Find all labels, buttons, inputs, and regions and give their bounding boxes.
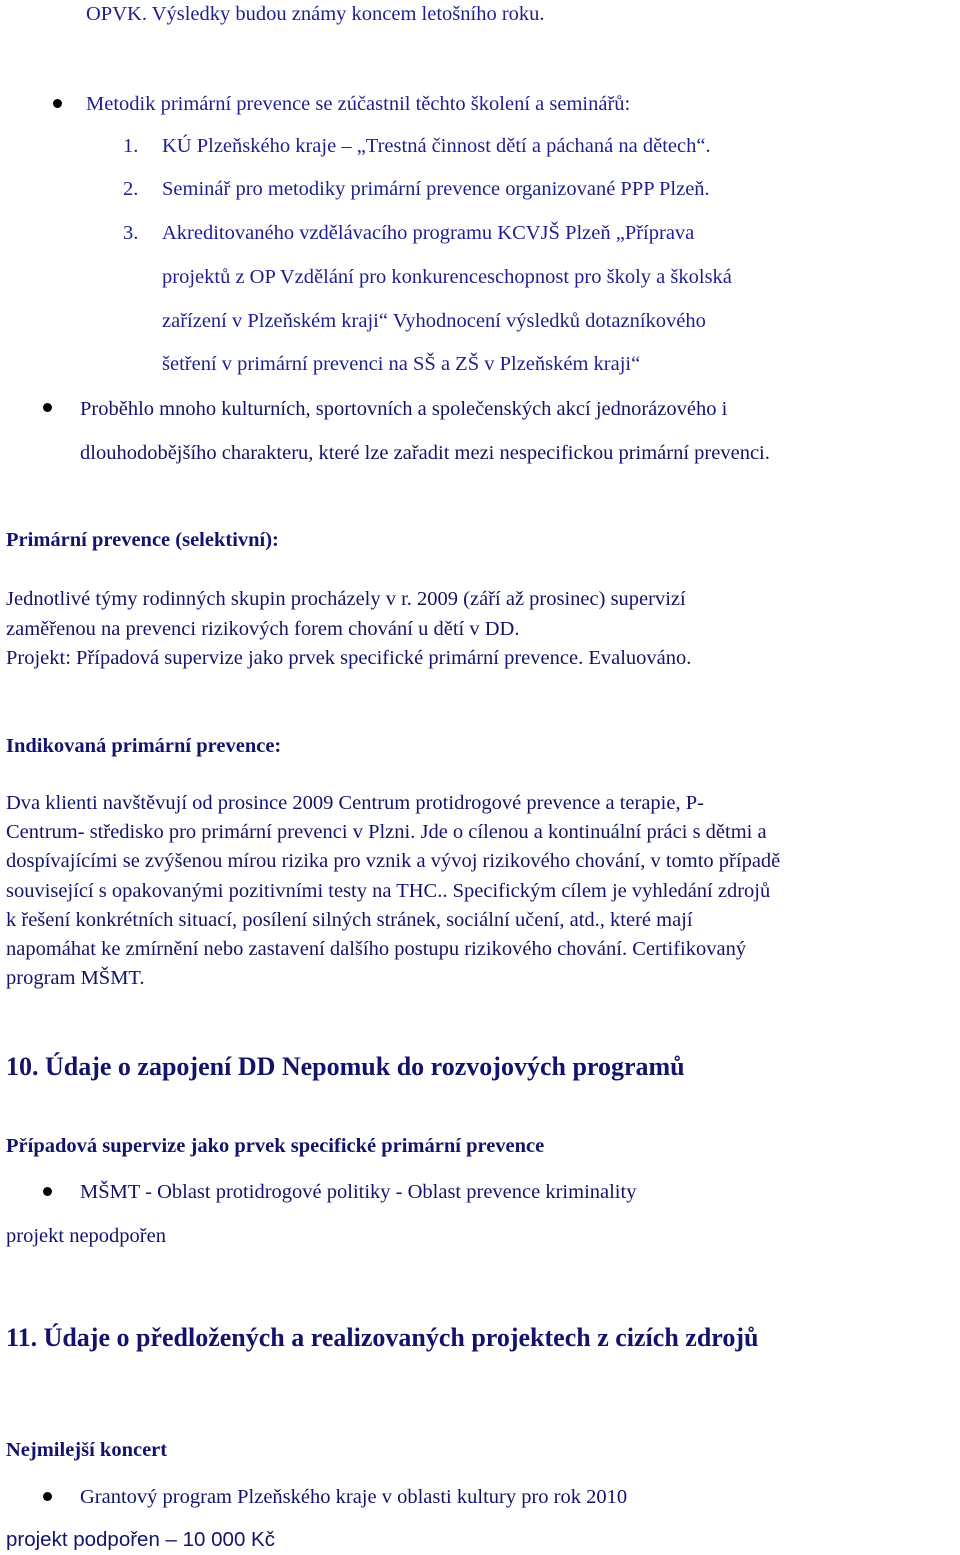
list-item: KÚ Plzeňského kraje – „Trestná činnost dětí a páchaná na dětech“.	[162, 135, 711, 157]
paragraph-line: dospívajícími se zvýšenou mírou rizika pro vznik a vývoj rizikového chování, v tomto případě	[6, 850, 781, 872]
project-status: projekt nepodpořen	[6, 1225, 166, 1247]
paragraph-line: Centrum- středisko pro primární prevenci v Plzni. Jde o cílenou a kontinuální práci s dětmi a	[6, 821, 767, 843]
paragraph-line: Dva klienti navštěvují od prosince 2009 Centrum protidrogové prevence a terapie, P-	[6, 792, 704, 814]
bullet-icon	[43, 1187, 52, 1196]
project-title: Případová supervize jako prvek specifické primární prevence	[6, 1135, 545, 1157]
paragraph-line: napomáhat ke zmírnění nebo zastavení dalšího postupu rizikového chování. Certifikovaný	[6, 938, 747, 960]
paragraph-line: zaměřenou na prevenci rizikových forem chování u dětí v DD.	[6, 618, 520, 640]
list-item-continuation: šetření v primární prevenci na SŠ a ZŠ v Plzeňském kraji“	[162, 353, 641, 375]
paragraph-line: Projekt: Případová supervize jako prvek specifické primární prevence. Evaluováno.	[6, 647, 692, 669]
paragraph-line: Jednotlivé týmy rodinných skupin procházely v r. 2009 (září až prosinec) supervizí	[6, 588, 686, 610]
list-item: Seminář pro metodiky primární prevence organizované PPP Plzeň.	[162, 178, 710, 200]
paragraph-line: k řešení konkrétních situací, posílení silných stránek, sociální učení, atd., které mají	[6, 909, 693, 931]
list-item: Akreditovaného vzdělávacího programu KCVJŠ Plzeň „Příprava	[162, 222, 695, 244]
list-number: 3.	[123, 222, 139, 244]
list-item-continuation: projektů z OP Vzdělání pro konkurenceschopnost pro školy a školská	[162, 266, 732, 288]
bullet-icon	[43, 403, 52, 412]
bullet-icon	[53, 99, 62, 108]
chapter-heading-10: 10. Údaje o zapojení DD Nepomuk do rozvojových programů	[6, 1052, 685, 1081]
bullet-text: Metodik primární prevence se zúčastnil těchto školení a seminářů:	[86, 93, 631, 115]
bullet-text: Grantový program Plzeňského kraje v oblasti kultury pro rok 2010	[80, 1486, 628, 1508]
bullet-text: MŠMT - Oblast protidrogové politiky - Oblast prevence kriminality	[80, 1181, 637, 1203]
section-heading: Primární prevence (selektivní):	[6, 529, 279, 551]
project-title: Nejmilejší koncert	[6, 1439, 168, 1461]
list-item-continuation: zařízení v Plzeňském kraji“ Vyhodnocení výsledků dotazníkového	[162, 310, 706, 332]
bullet-text: Proběhlo mnoho kulturních, sportovních a společenských akcí jednorázového i	[80, 398, 728, 420]
paragraph-line: program MŠMT.	[6, 967, 145, 989]
paragraph-line: OPVK. Výsledky budou známy koncem letošního roku.	[86, 3, 545, 25]
bullet-text: dlouhodobějšího charakteru, které lze zařadit mezi nespecifickou primární prevenci.	[80, 442, 770, 464]
project-status: projekt podpořen – 10 000 Kč	[6, 1528, 275, 1551]
bullet-icon	[43, 1492, 52, 1501]
list-number: 1.	[123, 135, 139, 157]
section-heading: Indikovaná primární prevence:	[6, 735, 282, 757]
paragraph-line: související s opakovanými pozitivními testy na THC.. Specifickým cílem je vyhledání zdrojů	[6, 880, 771, 902]
list-number: 2.	[123, 178, 139, 200]
chapter-heading-11: 11. Údaje o předložených a realizovaných projektech z cizích zdrojů	[6, 1323, 759, 1352]
